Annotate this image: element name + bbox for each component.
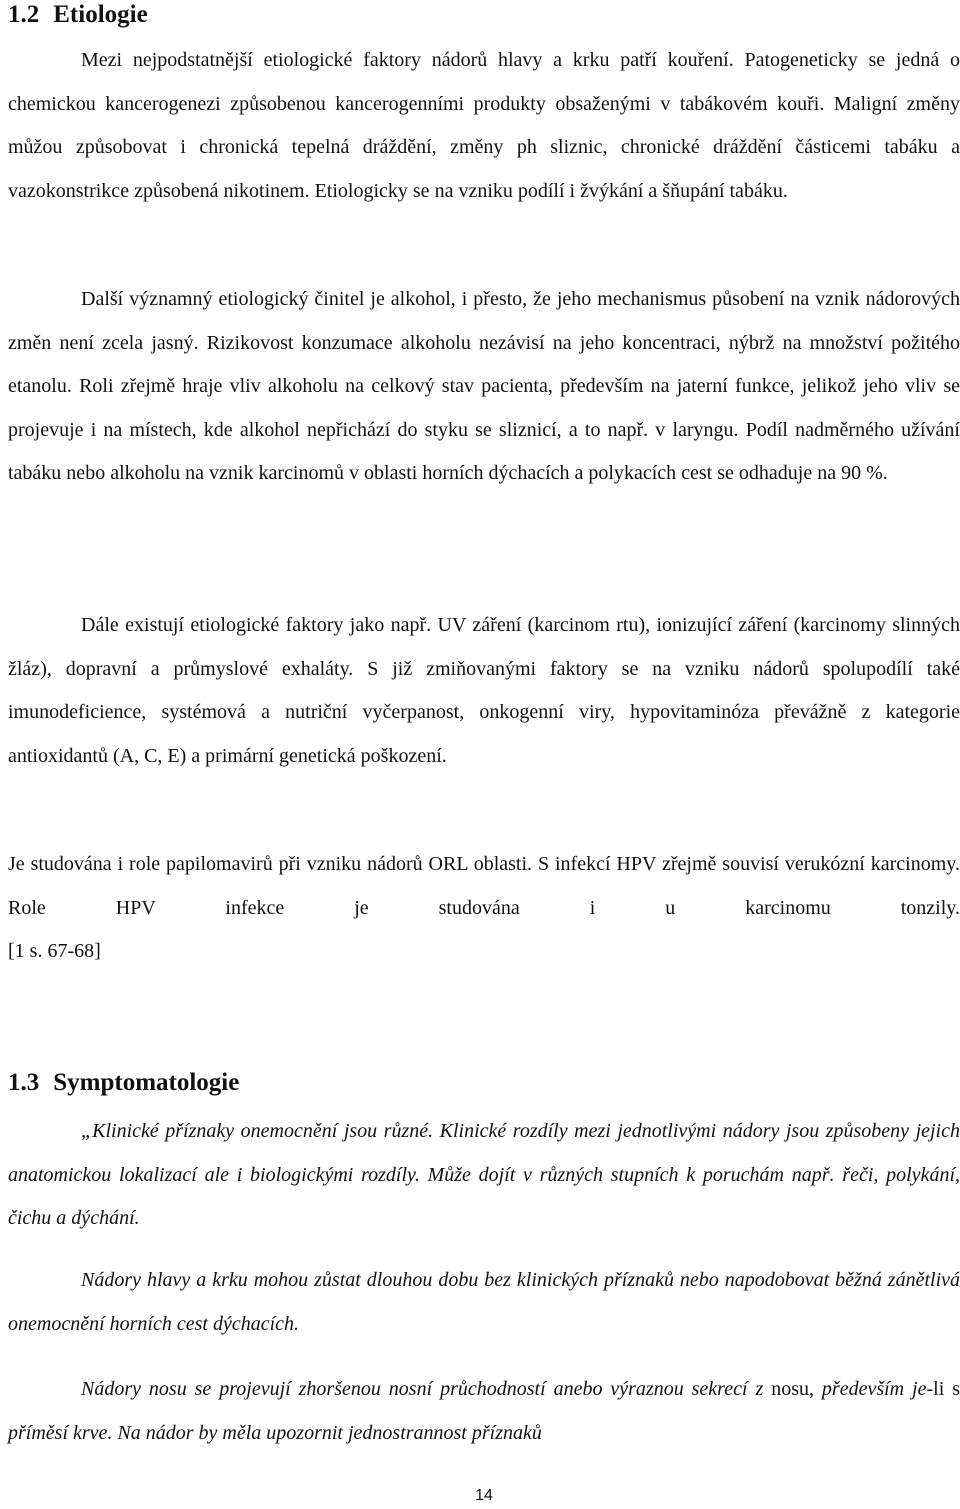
paragraph-other-factors: Dále existují etiologické faktory jako např. UV záření (karcinom rtu), ionizující záření (karcinomy slinných žláz), dopravní a průmyslové exhaláty. S již zmiňovanými faktory se na vzniku nádorů spolupodílí také imunodeficience, systémová a nutriční vyčerpanost, onkogenní viry, hypovitaminóza převážně z kategorie antioxidantů (A, C, E) a primární genetická poškození. bbox=[8, 614, 960, 767]
document-page bbox=[8, 0, 960, 1509]
nose-text-part5: příměsí krve. Na nádor by měla upozornit jednostrannost příznaků bbox=[8, 1421, 542, 1444]
paragraph-head-neck-tumors: Nádory hlavy a krku mohou zůstat dlouhou dobu bez klinických příznaků nebo napodobovat běžná zánětlivá onemocnění horních cest dýchacích. bbox=[8, 1269, 960, 1335]
page-number: 14 bbox=[475, 1487, 493, 1504]
citation: [1 s. 67-68] bbox=[8, 940, 101, 962]
nose-text-part2: nosu, bbox=[763, 1378, 814, 1400]
paragraph-alcohol: Další významný etiologický činitel je alkohol, i přesto, že jeho mechanismus působení na vznik nádorových změn není zcela jasný. Rizikovost konzumace alkoholu nezávisí na jeho koncentraci, nýbrž na množství požitého etanolu. Roli zřejmě hraje vliv alkoholu na celkový stav pacienta, především na jaterní funkce, jelikož jeho vliv se projevuje i na místech, kde alkohol nepřichází do styku se sliznicí, a to např. v laryngu. Podíl nadměrného užívání tabáku nebo alkoholu na vznik karcinomů v oblasti horních dýchacích a polykacích cest se odhaduje na 90 %. bbox=[8, 288, 960, 484]
nose-text-part4: -li s bbox=[926, 1378, 960, 1400]
paragraph-smoking: Mezi nejpodstatnější etiologické faktory nádorů hlavy a krku patří kouření. Patogeneticky se jedná o chemickou kancerogenezi způsobenou kancerogenními produkty obsaženými v tabákovém kouři. Maligní změny můžou způsobovat i chronická tepelná dráždění, změny ph sliznic, chronické dráždění částicemi tabáku a vazokonstrikce způsobená nikotinem. Etiologicky se na vzniku podílí i žvýkání a šňupání tabáku. bbox=[8, 49, 960, 202]
paragraph-hpv bbox=[8, 843, 960, 974]
paragraph-clinical-symptoms: „Klinické příznaky onemocnění jsou různé. Klinické rozdíly mezi jednotlivými nádory jsou způsobeny jejich anatomickou lokalizací ale i biologickými rozdíly. Může dojít v různých stupních k poruchám např. řeči, polykání, čichu a dýchání. bbox=[8, 1120, 960, 1229]
section-title: Etiologie bbox=[53, 1, 148, 28]
paragraph-hpv-text: Je studována i role papilomavirů při vzniku nádorů ORL oblasti. S infekcí HPV zřejmě souvisí verukózní karcinomy. Role HPV infekce je studována i u karcinomu tonzily. bbox=[8, 853, 960, 919]
section-title: Symptomatologie bbox=[53, 1069, 240, 1096]
section-heading-symptomatologie bbox=[8, 1068, 239, 1098]
section-heading-etiologie bbox=[8, 0, 148, 30]
nose-text-part1: Nádory nosu se projevují zhoršenou nosní průchodností anebo výraznou sekrecí z bbox=[81, 1378, 764, 1400]
section-number: 1.2 bbox=[8, 1, 40, 28]
paragraph-nose-tumors bbox=[8, 1368, 960, 1455]
section-number: 1.3 bbox=[8, 1069, 40, 1096]
nose-text-part3: především je bbox=[821, 1378, 927, 1400]
